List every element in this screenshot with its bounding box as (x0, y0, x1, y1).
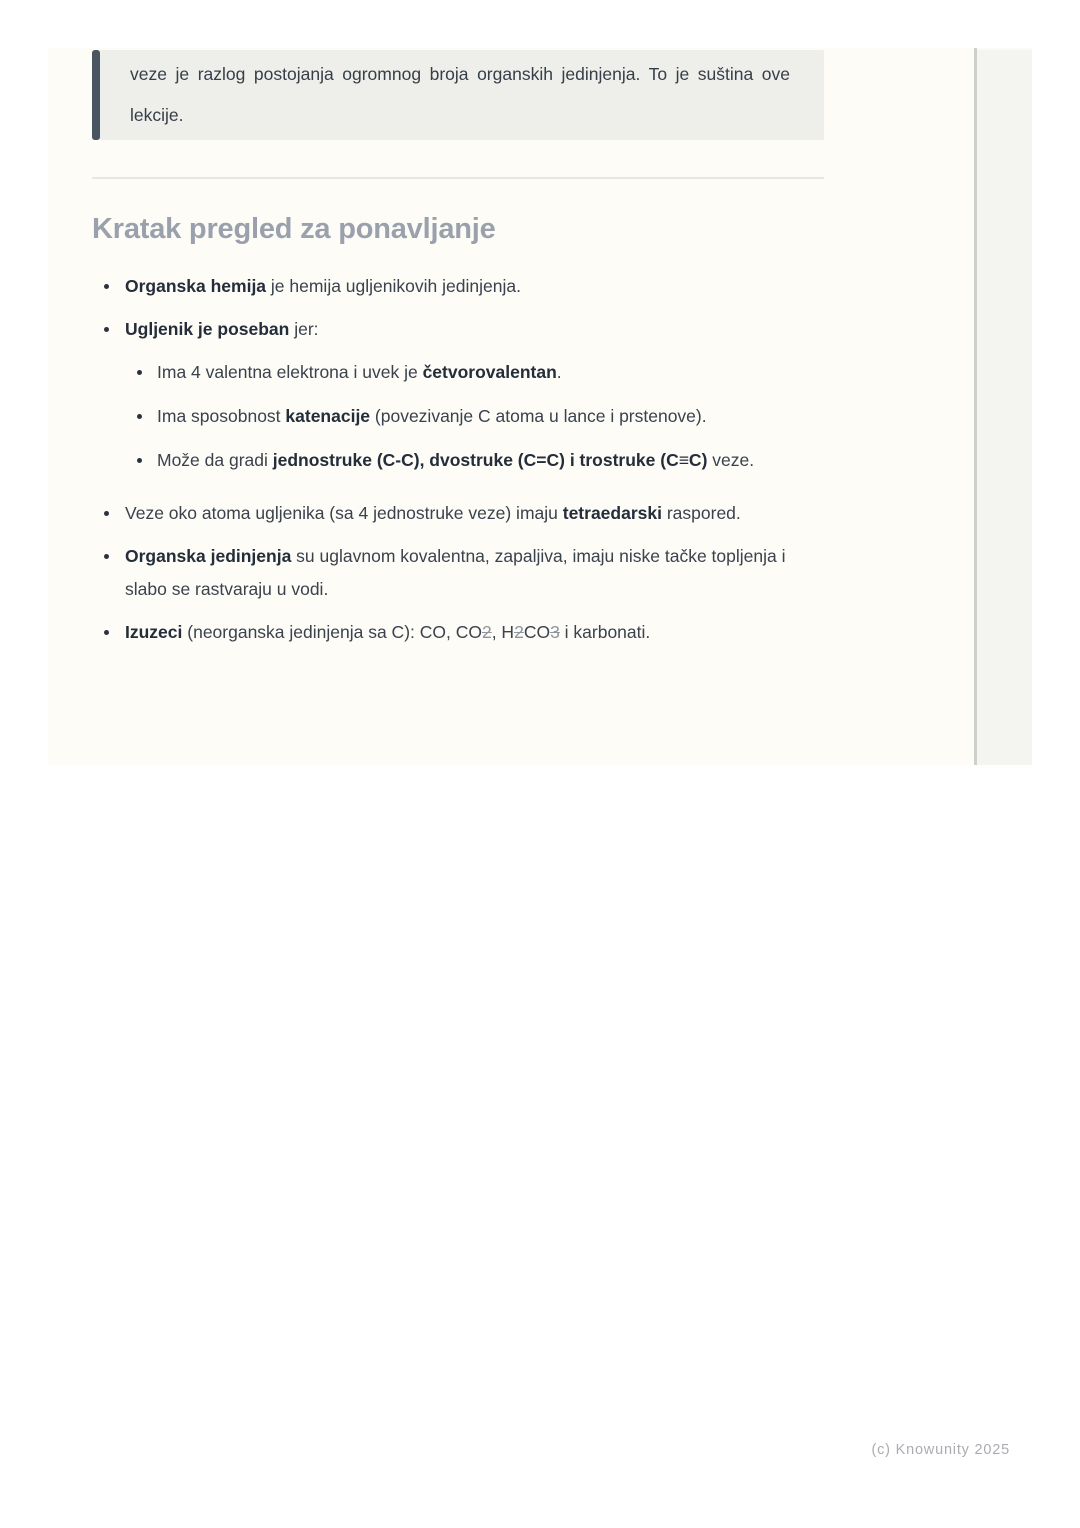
sub-list (125, 356, 794, 477)
review-list (92, 270, 824, 649)
list-item (125, 356, 794, 389)
list-item (92, 540, 824, 606)
text-run: jer: (289, 319, 319, 339)
text-run: su uglavnom kovalentna, zapaljiva, imaju niske tačke topljenja i slabo se rastvaraju u vodi. (125, 546, 786, 599)
text-run: CO (523, 622, 551, 642)
struck-run: 2 (514, 622, 524, 642)
list-item (125, 444, 794, 477)
bold-run: Ugljenik je poseban (125, 319, 290, 339)
section-divider (92, 177, 824, 179)
list-item-text (157, 400, 794, 433)
text-run: , H (491, 622, 515, 642)
text-run: i karbonati. (559, 622, 651, 642)
text-run: (neorganska jedinjenja sa C): CO, CO (182, 622, 482, 642)
bold-run: katenacije (285, 406, 371, 426)
page-content (92, 48, 824, 659)
list-item (92, 497, 824, 530)
text-run: Ima 4 valentna elektrona i uvek je (157, 362, 423, 382)
bold-run: Izuzeci (125, 622, 183, 642)
text-run: Veze oko atoma ugljenika (sa 4 jednostruke veze) imaju (125, 503, 563, 523)
bullet-icon (104, 327, 109, 332)
bullet-icon (104, 284, 109, 289)
copyright-watermark: (c) Knowunity 2025 (871, 1442, 1010, 1458)
bold-run: jednostruke (C-C), dvostruke (C=C) i trostruke (C≡C) (272, 450, 708, 470)
bullet-icon (137, 458, 142, 463)
blockquote-text: veze je razlog postojanja ogromnog broja organskih jedinjenja. To je suština ove lekcije. (130, 64, 790, 125)
blockquote-accent-bar (92, 50, 100, 140)
bold-run: Organska jedinjenja (125, 546, 292, 566)
section-heading: Kratak pregled za ponavljanje (92, 213, 496, 245)
list-item-text (157, 356, 794, 389)
struck-run: 3 (550, 622, 560, 642)
bullet-icon (104, 554, 109, 559)
text-run: Može da gradi (157, 450, 273, 470)
bold-run: četvorovalentan (422, 362, 557, 382)
text-run: veze. (707, 450, 755, 470)
bullet-icon (137, 414, 142, 419)
list-item (92, 313, 824, 487)
bullet-icon (104, 511, 109, 516)
list-item-text (157, 444, 794, 477)
bold-run: Organska hemija (125, 276, 267, 296)
list-item-text (125, 616, 794, 649)
document-page (48, 48, 974, 765)
text-run: . (556, 362, 562, 382)
bullet-icon (137, 370, 142, 375)
text-run: Ima sposobnost (157, 406, 286, 426)
list-item-text (125, 270, 794, 303)
list-item-text (125, 540, 794, 606)
list-item-text (125, 497, 794, 530)
list-item (92, 616, 824, 649)
list-item-text (125, 313, 794, 487)
scrollbar-track[interactable] (977, 48, 1032, 765)
callout-blockquote (92, 50, 824, 140)
text-run: raspored. (661, 503, 741, 523)
struck-run: 2 (481, 622, 492, 642)
list-item (92, 270, 824, 303)
bullet-icon (104, 630, 109, 635)
text-run: je hemija ugljenikovih jedinjenja. (266, 276, 521, 296)
list-item (125, 400, 794, 433)
text-run: (povezivanje C atoma u lance i prstenove). (370, 406, 707, 426)
bold-run: tetraedarski (562, 503, 662, 523)
